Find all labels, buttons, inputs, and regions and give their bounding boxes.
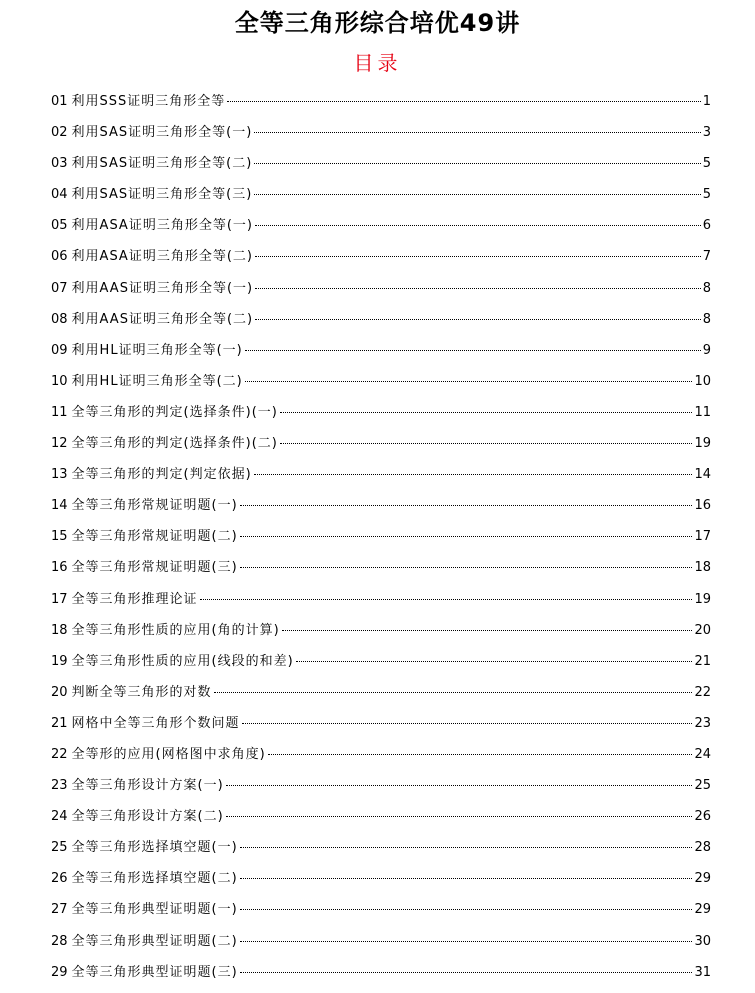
- toc-dot-leader: [280, 412, 693, 413]
- document-title: 全等三角形综合培优49讲: [234, 9, 521, 37]
- toc-entry-page: 19: [694, 591, 711, 607]
- toc-entry-page: 9: [702, 342, 711, 358]
- toc-entry-page: 8: [702, 311, 711, 327]
- toc-entry-14[interactable]: [51, 490, 711, 521]
- toc-entry-title: 网格中全等三角形个数问题: [71, 715, 240, 731]
- toc-entry-number: 21: [51, 715, 68, 731]
- toc-entry-07[interactable]: [51, 273, 711, 304]
- toc-entry-20[interactable]: [51, 677, 711, 708]
- toc-entry-10[interactable]: [51, 366, 711, 397]
- toc-entry-27[interactable]: [51, 894, 711, 925]
- toc-entry-28[interactable]: [51, 926, 711, 957]
- toc-entry-25[interactable]: [51, 832, 711, 863]
- toc-entry-04[interactable]: [51, 179, 711, 210]
- toc-entry-number: 25: [51, 840, 68, 856]
- toc-entry-number: 03: [51, 156, 68, 172]
- toc-entry-title: 全等三角形设计方案(二): [71, 809, 224, 825]
- toc-entry-page: 1: [702, 94, 711, 109]
- toc-entry-page: 18: [694, 560, 711, 576]
- toc-entry-title: 全等三角形典型证明题(一): [71, 902, 238, 918]
- toc-entry-title: 全等三角形常规证明题(三): [71, 560, 238, 576]
- toc-entry-title: 全等三角形性质的应用(角的计算): [71, 622, 280, 638]
- toc-dot-leader: [226, 785, 693, 786]
- toc-entry-page: 16: [694, 498, 711, 514]
- toc-entry-number: 08: [51, 311, 68, 327]
- toc-entry-number: 15: [51, 529, 68, 545]
- toc-entry-number: 14: [51, 498, 68, 514]
- toc-heading: 目录: [353, 51, 402, 75]
- toc-entry-title: 全等三角形常规证明题(二): [71, 529, 238, 545]
- toc-dot-leader: [245, 381, 693, 382]
- toc-entry-title: 利用ASA证明三角形全等(一): [71, 218, 253, 234]
- toc-entry-title: 全等三角形选择填空题(一): [71, 840, 238, 856]
- toc-entry-page: 3: [702, 125, 711, 141]
- toc-entry-number: 28: [51, 933, 68, 949]
- table-of-contents: [51, 86, 711, 988]
- toc-entry-page: 23: [694, 715, 711, 731]
- toc-entry-page: 24: [694, 746, 711, 762]
- toc-entry-page: 20: [694, 622, 711, 638]
- toc-entry-title: 利用SAS证明三角形全等(一): [71, 125, 253, 141]
- toc-entry-number: 19: [51, 653, 68, 669]
- toc-entry-page: 8: [702, 280, 711, 296]
- toc-entry-number: 06: [51, 249, 68, 265]
- toc-dot-leader: [240, 536, 693, 537]
- toc-entry-16[interactable]: [51, 552, 711, 583]
- toc-dot-leader: [268, 754, 693, 755]
- toc-entry-page: 25: [694, 778, 711, 794]
- toc-entry-page: 7: [702, 249, 711, 265]
- toc-dot-leader: [254, 163, 700, 164]
- toc-entry-18[interactable]: [51, 615, 711, 646]
- toc-entry-page: 26: [694, 809, 711, 825]
- toc-entry-number: 17: [51, 591, 68, 607]
- toc-entry-29[interactable]: [51, 957, 711, 988]
- toc-entry-24[interactable]: [51, 801, 711, 832]
- toc-entry-page: 6: [702, 218, 711, 234]
- toc-dot-leader: [255, 319, 701, 320]
- toc-entry-page: 5: [702, 187, 711, 203]
- toc-entry-22[interactable]: [51, 739, 711, 770]
- toc-entry-number: 20: [51, 684, 68, 700]
- toc-entry-19[interactable]: [51, 646, 711, 677]
- toc-dot-leader: [240, 909, 693, 910]
- toc-entry-09[interactable]: [51, 335, 711, 366]
- toc-entry-title: 全等三角形推理论证: [71, 591, 198, 607]
- toc-dot-leader: [242, 723, 693, 724]
- toc-dot-leader: [245, 350, 701, 351]
- toc-entry-page: 14: [694, 467, 711, 483]
- toc-entry-number: 27: [51, 902, 68, 918]
- toc-entry-title: 全等三角形典型证明题(二): [71, 933, 238, 949]
- toc-entry-page: 5: [702, 156, 711, 172]
- toc-dot-leader: [200, 599, 693, 600]
- toc-entry-title: 全等三角形的判定(选择条件)(一): [71, 404, 278, 420]
- toc-dot-leader: [240, 567, 693, 568]
- toc-dot-leader: [240, 972, 693, 973]
- toc-dot-leader: [254, 474, 693, 475]
- toc-entry-number: 07: [51, 280, 68, 296]
- toc-entry-number: 22: [51, 746, 68, 762]
- toc-entry-title: 利用SSS证明三角形全等: [71, 94, 226, 109]
- toc-entry-number: 26: [51, 871, 68, 887]
- toc-entry-number: 10: [51, 373, 68, 389]
- toc-dot-leader: [255, 288, 701, 289]
- toc-dot-leader: [227, 101, 700, 102]
- toc-entry-number: 09: [51, 342, 68, 358]
- toc-entry-01[interactable]: [51, 86, 711, 117]
- toc-entry-page: 11: [694, 404, 711, 420]
- toc-dot-leader: [240, 505, 693, 506]
- toc-entry-page: 17: [694, 529, 711, 545]
- toc-entry-page: 28: [694, 840, 711, 856]
- toc-dot-leader: [254, 132, 700, 133]
- toc-entry-title: 判断全等三角形的对数: [71, 684, 212, 700]
- toc-entry-13[interactable]: [51, 459, 711, 490]
- toc-entry-08[interactable]: [51, 304, 711, 335]
- toc-entry-21[interactable]: [51, 708, 711, 739]
- toc-entry-number: 24: [51, 809, 68, 825]
- toc-entry-number: 04: [51, 187, 68, 203]
- toc-entry-26[interactable]: [51, 863, 711, 894]
- toc-entry-title: 全等形的应用(网格图中求角度): [71, 746, 266, 762]
- toc-dot-leader: [254, 194, 700, 195]
- toc-entry-number: 02: [51, 125, 68, 141]
- toc-dot-leader: [255, 225, 701, 226]
- toc-entry-page: 29: [694, 902, 711, 918]
- toc-entry-title: 利用ASA证明三角形全等(二): [71, 249, 253, 265]
- toc-entry-page: 10: [694, 373, 711, 389]
- toc-entry-title: 全等三角形的判定(判定依据): [71, 467, 252, 483]
- toc-entry-page: 19: [694, 436, 711, 452]
- toc-dot-leader: [255, 256, 701, 257]
- toc-entry-page: 22: [694, 684, 711, 700]
- toc-entry-number: 01: [51, 94, 68, 109]
- toc-dot-leader: [296, 661, 693, 662]
- toc-entry-title: 全等三角形设计方案(一): [71, 778, 224, 794]
- toc-entry-title: 利用AAS证明三角形全等(二): [71, 311, 254, 327]
- toc-entry-number: 29: [51, 964, 68, 980]
- toc-dot-leader: [240, 941, 693, 942]
- toc-entry-03[interactable]: [51, 148, 711, 179]
- toc-entry-15[interactable]: [51, 521, 711, 552]
- toc-entry-title: 利用HL证明三角形全等(二): [71, 373, 243, 389]
- toc-entry-title: 全等三角形典型证明题(三): [71, 964, 238, 980]
- toc-dot-leader: [282, 630, 693, 631]
- toc-entry-title: 全等三角形常规证明题(一): [71, 498, 238, 514]
- toc-dot-leader: [214, 692, 693, 693]
- toc-entry-number: 23: [51, 778, 68, 794]
- toc-entry-05[interactable]: [51, 210, 711, 241]
- toc-dot-leader: [240, 878, 693, 879]
- toc-entry-17[interactable]: [51, 584, 711, 615]
- toc-dot-leader: [280, 443, 693, 444]
- toc-entry-number: 13: [51, 467, 68, 483]
- toc-entry-title: 全等三角形选择填空题(二): [71, 871, 238, 887]
- toc-entry-title: 利用HL证明三角形全等(一): [71, 342, 243, 358]
- toc-entry-02[interactable]: [51, 117, 711, 148]
- toc-entry-number: 18: [51, 622, 68, 638]
- toc-entry-12[interactable]: [51, 428, 711, 459]
- toc-entry-title: 利用SAS证明三角形全等(三): [71, 187, 253, 203]
- toc-entry-23[interactable]: [51, 770, 711, 801]
- toc-entry-number: 05: [51, 218, 68, 234]
- toc-entry-title: 全等三角形的判定(选择条件)(二): [71, 436, 278, 452]
- toc-entry-number: 12: [51, 436, 68, 452]
- toc-entry-title: 利用SAS证明三角形全等(二): [71, 156, 253, 172]
- toc-entry-page: 31: [694, 964, 711, 980]
- toc-entry-06[interactable]: [51, 241, 711, 272]
- toc-entry-title: 利用AAS证明三角形全等(一): [71, 280, 254, 296]
- toc-entry-number: 16: [51, 560, 68, 576]
- toc-entry-page: 21: [694, 653, 711, 669]
- toc-entry-number: 11: [51, 404, 68, 420]
- toc-entry-title: 全等三角形性质的应用(线段的和差): [71, 653, 294, 669]
- toc-dot-leader: [240, 847, 693, 848]
- toc-entry-page: 30: [694, 933, 711, 949]
- toc-entry-11[interactable]: [51, 397, 711, 428]
- toc-entry-page: 29: [694, 871, 711, 887]
- toc-dot-leader: [226, 816, 693, 817]
